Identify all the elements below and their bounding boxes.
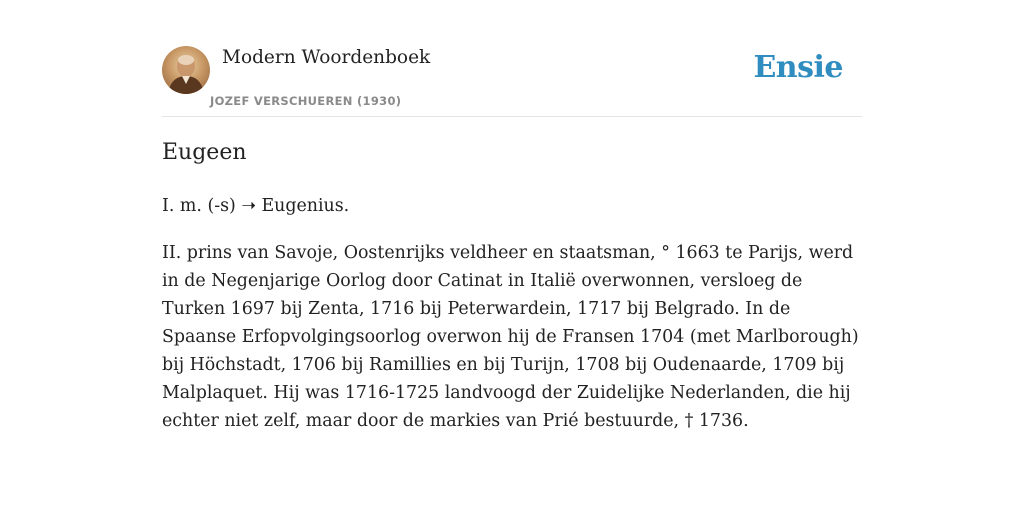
entry-headword: Eugeen	[162, 140, 247, 165]
author-avatar[interactable]	[162, 46, 210, 94]
dictionary-header	[162, 44, 862, 117]
author-name[interactable]: JOZEF VERSCHUEREN (1930)	[210, 94, 402, 108]
brand-logo[interactable]: Ensie	[753, 50, 843, 85]
definition-1: I. m. (-s) ➝ Eugenius.	[162, 196, 350, 216]
definition-2: II. prins van Savoje, Oostenrijks veldheer en staatsman, ° 1663 te Parijs, werd in de Negenjarige Oorlog door Catinat in Italië overwonnen, versloeg de Turken 1697 bij Zenta, 1716 bij Peterwardein, 1717 bij Belgrado. In de Spaanse Erfopvolgingsoorlog overwon hij de Fransen 1704 (met Marlborough) bij Höchstadt, 1706 bij Ramillies en bij Turijn, 1708 bij Oudenaarde, 1709 bij Malplaquet. Hij was 1716-1725 landvoogd der Zuidelijke Nederlanden, die hij echter niet zelf, maar door de markies van Prié bestuurde, † 1736.	[162, 243, 859, 431]
dictionary-title[interactable]: Modern Woordenboek	[222, 47, 431, 68]
entry-definitions	[162, 192, 866, 454]
